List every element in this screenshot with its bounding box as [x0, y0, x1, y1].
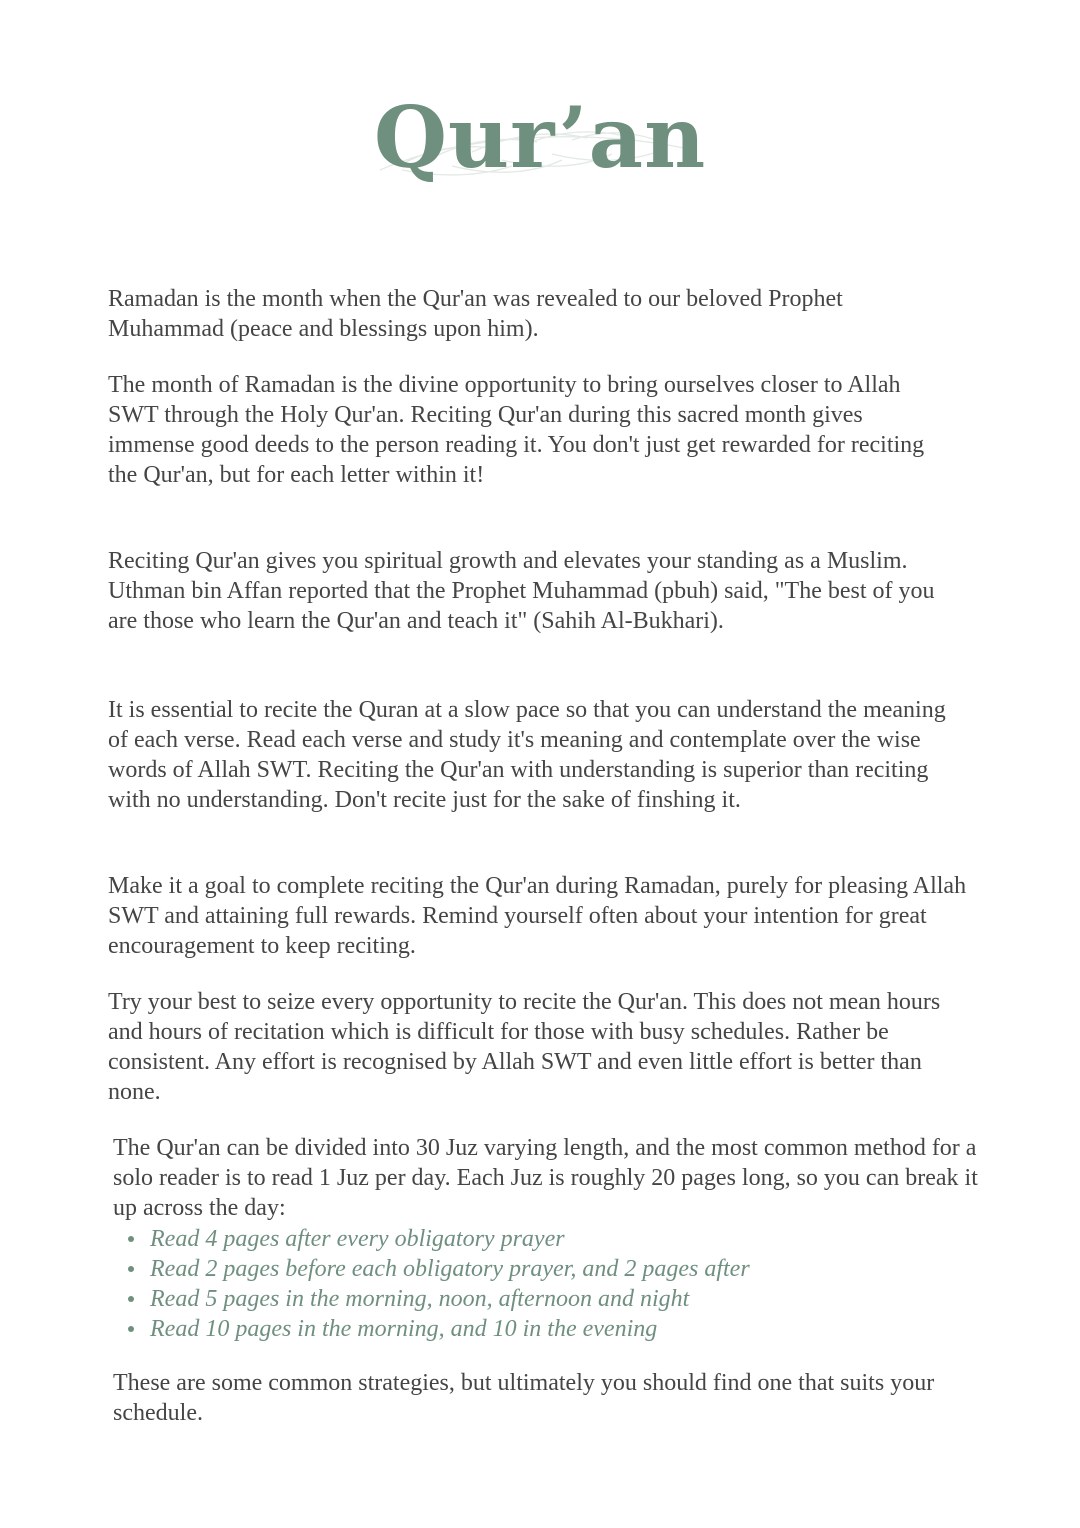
- page-title: Qur’an: [373, 88, 707, 187]
- paragraph-goal: Make it a goal to complete reciting the Qur'an during Ramadan, purely for pleasing Allah SWT and attaining full rewards. Remind yourself often about your intention for great encouragement to keep reciting.: [108, 873, 967, 959]
- list-item: [122, 1284, 750, 1314]
- strategy-text: Read 10 pages in the morning, and 10 in the evening: [150, 1316, 658, 1342]
- list-item: [122, 1254, 750, 1284]
- bullet-dot-icon: [128, 1236, 134, 1242]
- strategy-text: Read 5 pages in the morning, noon, afternoon and night: [150, 1286, 690, 1312]
- bullet-dot-icon: [128, 1296, 134, 1302]
- paragraph-opportunity: The month of Ramadan is the divine opportunity to bring ourselves closer to Allah SWT through the Holy Qur'an. Reciting Qur'an during this sacred month gives immense good deeds to the person reading it. You don't just get rewarded for reciting the Qur'an, but for each letter within it!: [108, 372, 925, 488]
- paragraph-slow-pace: It is essential to recite the Quran at a slow pace so that you can understand the meaning of each verse. Read each verse and study it's meaning and contemplate over the wise words of Allah SWT. Reciting the Qur'an with understanding is superior than reciting with no understanding. Don't recite just for the sake of finshing it.: [108, 697, 946, 813]
- title-block: [0, 78, 1080, 218]
- strategy-list: [122, 1224, 750, 1344]
- bullet-dot-icon: [128, 1326, 134, 1332]
- paragraph-intro: Ramadan is the month when the Qur'an was revealed to our beloved Prophet Muhammad (peace and blessings upon him).: [108, 286, 843, 342]
- strategy-text: Read 4 pages after every obligatory prayer: [150, 1226, 565, 1252]
- paragraph-juz: The Qur'an can be divided into 30 Juz varying length, and the most common method for a solo reader is to read 1 Juz per day. Each Juz is roughly 20 pages long, so you can break it up across the day:: [113, 1135, 978, 1221]
- paragraph-consistency: Try your best to seize every opportunity to recite the Qur'an. This does not mean hours and hours of recitation which is difficult for those with busy schedules. Rather be consistent. Any effort is recognised by Allah SWT and even little effort is better than none.: [108, 989, 941, 1105]
- list-item: [122, 1224, 750, 1254]
- bullet-dot-icon: [128, 1266, 134, 1272]
- paragraph-closing: These are some common strategies, but ultimately you should find one that suits your schedule.: [113, 1370, 935, 1426]
- paragraph-spiritual-growth: Reciting Qur'an gives you spiritual growth and elevates your standing as a Muslim. Uthman bin Affan reported that the Prophet Muhammad (pbuh) said, "The best of you are those who learn the Qur'an and teach it" (Sahih Al-Bukhari).: [108, 548, 935, 634]
- list-item: [122, 1314, 750, 1344]
- strategy-text: Read 2 pages before each obligatory prayer, and 2 pages after: [150, 1256, 750, 1282]
